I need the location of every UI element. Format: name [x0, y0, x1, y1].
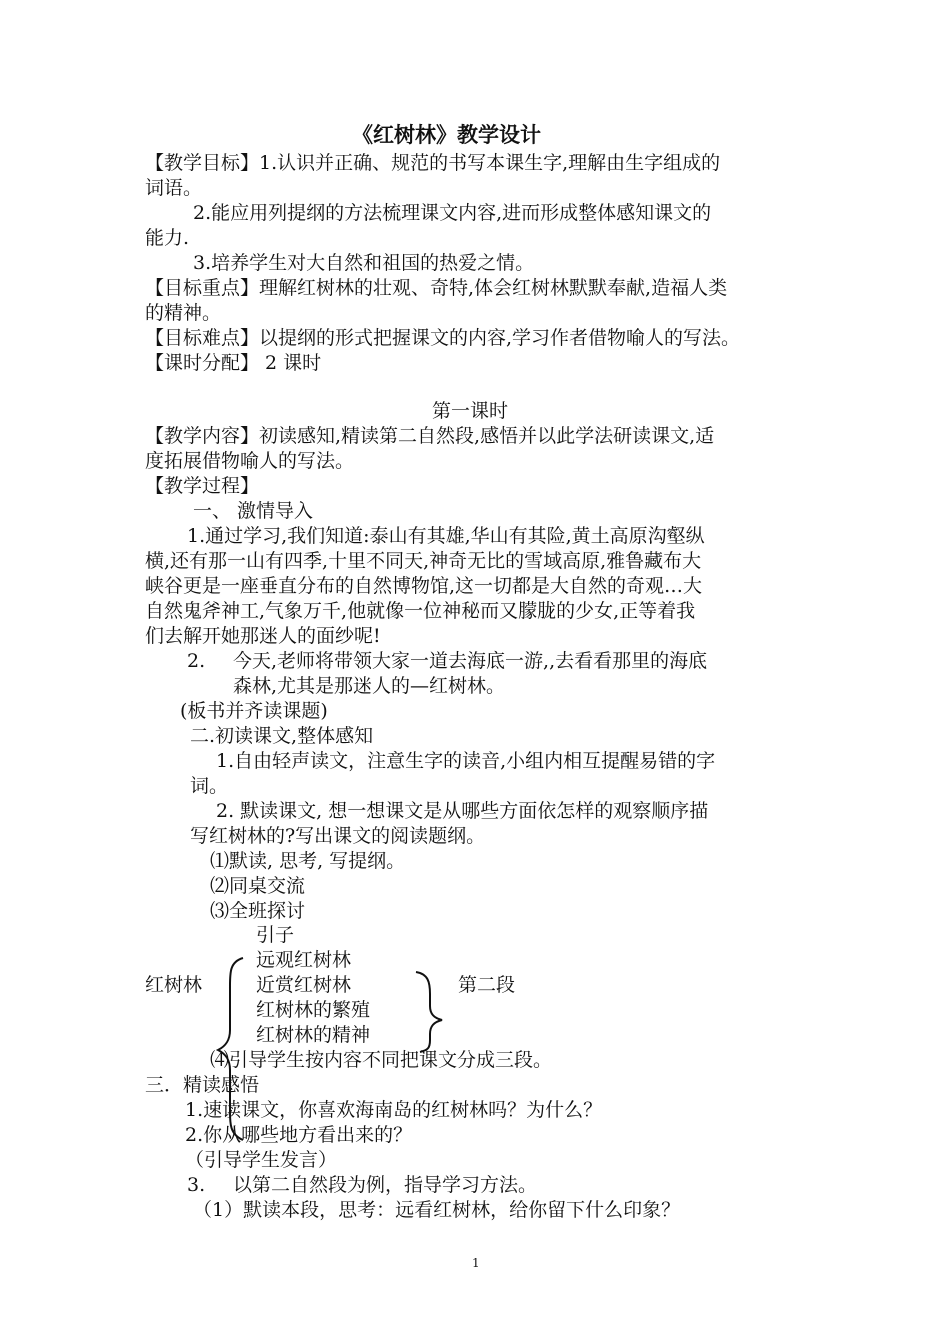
outline-group-label: 第二段: [458, 974, 516, 996]
paragraph-line: 词。: [190, 775, 229, 797]
list-item: ⑴默读, 思考, 写提纲。: [210, 850, 406, 872]
outline-item: 引子: [256, 924, 295, 946]
paragraph-line: （引导学生发言）: [185, 1149, 338, 1171]
section-heading: 二.初读课文,整体感知: [190, 725, 374, 747]
list-number: 3.: [187, 1174, 206, 1196]
content-line: 【教学内容】初读感知,精读第二自然段,感悟并以此学法研读课文,适: [145, 425, 715, 447]
outline-item: 远观红树林: [256, 949, 352, 971]
schedule-line: 【课时分配】 2 课时: [145, 352, 322, 374]
paragraph-line: 2. 默读课文, 想一想课文是从哪些方面依怎样的观察顺序描: [216, 800, 709, 822]
goal-line: 2.能应用列提纲的方法梳理课文内容,进而形成整体感知课文的: [193, 202, 712, 224]
paragraph-line: 森林,尤其是那迷人的—红树林。: [233, 675, 506, 697]
outline-root: 红树林: [145, 974, 203, 996]
outline-item: 红树林的繁殖: [256, 999, 371, 1021]
lesson-heading: 第一课时: [432, 400, 509, 422]
question-line: 1.速读课文，你喜欢海南岛的红树林吗？为什么？: [185, 1099, 603, 1121]
paragraph-line: 以第二自然段为例，指导学习方法。: [233, 1174, 538, 1196]
paragraph-line: 横,还有那一山有四季,十里不同天,神奇无比的雪域高原,雅鲁藏布大: [145, 550, 702, 572]
paragraph-line: 1.自由轻声读文，注意生字的读音,小组内相互提醒易错的字: [216, 750, 716, 772]
key-point-line: 的精神。: [145, 302, 222, 324]
goal-line: 能力.: [145, 227, 190, 249]
list-item: ⑶全班探讨: [210, 900, 306, 922]
section-heading: 三．精读感悟: [145, 1074, 260, 1096]
page-number: 1: [472, 1256, 480, 1270]
paragraph-line: 1.通过学习,我们知道:泰山有其雄,华山有其险,黄土高原沟壑纵: [187, 525, 705, 547]
paragraph-line: （1）默读本段，思考：远看红树林，给你留下什么印象？: [193, 1199, 681, 1221]
outline-item: 近赏红树林: [256, 974, 352, 996]
list-item: ⑵同桌交流: [210, 875, 306, 897]
question-line: 2.你从哪些地方看出来的？: [185, 1124, 413, 1146]
right-brace: [416, 972, 442, 1052]
paragraph-line: 今天,老师将带领大家一道去海底一游,,去看看那里的海底: [233, 650, 708, 672]
goal-line: 词语。: [145, 177, 203, 199]
section-heading: 一、 激情导入: [193, 500, 314, 522]
difficulty-line: 【目标难点】以提纲的形式把握课文的内容,学习作者借物喻人的写法。: [145, 327, 741, 349]
content-line: 度拓展借物喻人的写法。: [145, 450, 355, 472]
list-number: 2.: [187, 650, 206, 672]
process-heading: 【教学过程】: [145, 475, 260, 497]
key-point-line: 【目标重点】理解红树林的壮观、奇特,体会红树林默默奉献,造福人类: [145, 277, 728, 299]
list-item: ⑷引导学生按内容不同把课文分成三段。: [210, 1049, 553, 1071]
paragraph-line: 们去解开她那迷人的面纱呢!: [145, 625, 381, 647]
paragraph-line: 自然鬼斧神工,气象万千,他就像一位神秘而又朦胧的少女,正等着我: [145, 600, 696, 622]
outline-item: 红树林的精神: [256, 1024, 371, 1046]
paragraph-line: (板书并齐读课题): [180, 700, 328, 722]
paragraph-line: 写红树林的?写出课文的阅读题纲。: [190, 825, 486, 847]
goal-line: 【教学目标】1.认识并正确、规范的书写本课生字,理解由生字组成的: [145, 152, 721, 174]
document-title: 《红树林》教学设计: [352, 122, 541, 147]
paragraph-line: 峡谷更是一座垂直分布的自然博物馆,这一切都是大自然的奇观…大: [145, 575, 703, 597]
goal-line: 3.培养学生对大自然和祖国的热爱之情。: [193, 252, 535, 274]
